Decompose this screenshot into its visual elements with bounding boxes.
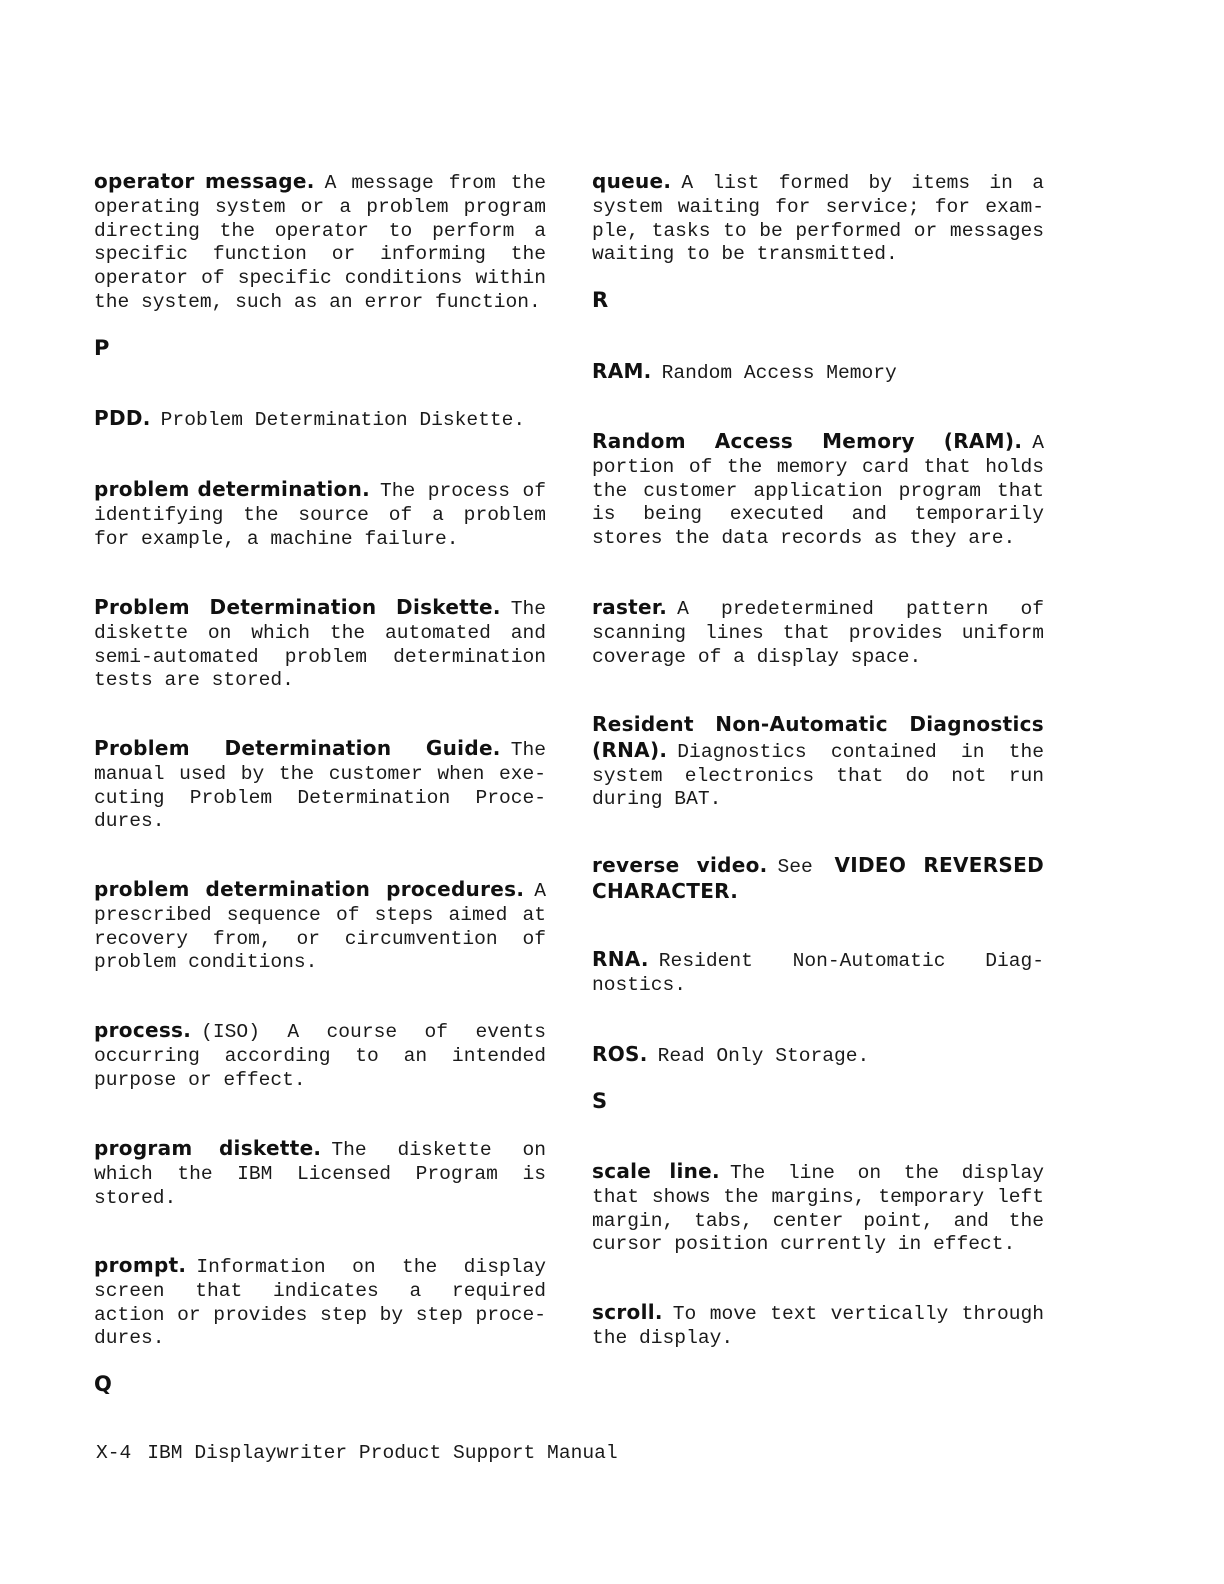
entry-definition: The diskette on which the IBM Licensed Program is stored. — [94, 1139, 547, 1209]
entry-term: program diskette. — [94, 1136, 322, 1160]
section-letter-p: P — [94, 336, 110, 360]
glossary-entry-raster — [592, 596, 1044, 669]
entry-term: queue. — [592, 169, 672, 193]
entry-definition: The process of identifying the source of a problem for example, a machine failure. — [94, 480, 546, 550]
entry-term: Problem Determination Diskette. — [94, 595, 501, 619]
entry-term: RAM. — [592, 359, 652, 383]
entry-term: RNA. — [592, 947, 649, 971]
entry-definition: The diskette on which the automated and semi-automated problem determination tests are stored. — [94, 598, 546, 692]
entry-term: PDD. — [94, 406, 151, 430]
entry-term: ROS. — [592, 1042, 648, 1066]
glossary-entry-rna — [592, 948, 1044, 998]
glossary-entry-problem-determination — [94, 478, 546, 551]
entry-term: reverse video. — [592, 853, 768, 877]
entry-term: prompt. — [94, 1253, 187, 1277]
glossary-entry-queue — [592, 170, 1044, 267]
entry-definition: To move text vertically through the display. — [592, 1303, 1044, 1349]
glossary-entry-prompt — [94, 1254, 546, 1351]
entry-definition: Information on the display screen that indicates a required action or provides step by step proce- dures. — [94, 1256, 546, 1350]
entry-term: problem determination. — [94, 477, 371, 501]
glossary-entry-pdd — [94, 407, 546, 433]
section-letter-r: R — [592, 288, 609, 312]
entry-cross-reference: VIDEO REVERSED CHARACTER. — [592, 853, 1044, 903]
glossary-entry-program-diskette — [94, 1137, 546, 1210]
glossary-entry-problem-determination-guide — [94, 737, 546, 834]
glossary-entry-scale-line — [592, 1160, 1044, 1257]
entry-definition: (ISO) A course of events occurring according to an intended purpose or effect. — [94, 1021, 546, 1091]
glossary-entry-ram — [592, 360, 1044, 386]
entry-term: raster. — [592, 595, 668, 619]
glossary-entry-process — [94, 1019, 546, 1092]
glossary-entry-problem-determination-procedures — [94, 878, 546, 975]
entry-definition: A list formed by items in a system waiting for service; for exam- ple, tasks to be performed or messages waiting to be transmitted. — [592, 172, 1044, 266]
entry-term: Resident Non-Automatic Diagnostics (RNA). — [592, 712, 1044, 762]
glossary-entry-ros — [592, 1043, 1044, 1069]
entry-definition: Diagnostics contained in the system electronics that do not run during BAT. — [592, 740, 1044, 811]
entry-term: problem determination procedures. — [94, 877, 525, 901]
entry-definition: A predetermined pattern of scanning lines that provides uniform coverage of a display space. — [592, 598, 1044, 668]
glossary-entry-random-access-memory — [592, 430, 1044, 551]
entry-term: Random Access Memory (RAM). — [592, 429, 1023, 453]
entry-definition: Resident Non-Automatic Diag- nostics. — [592, 950, 1044, 996]
section-letter-q: Q — [94, 1372, 112, 1396]
entry-term: scale line. — [592, 1159, 720, 1183]
entry-definition: The manual used by the customer when exe- cuting Problem Determination Proce- dures. — [94, 739, 546, 833]
entry-term: Problem Determination Guide. — [94, 736, 501, 760]
entry-definition: A portion of the memory card that holds the customer application program that is being executed and temporarily stores the data records as they are. — [592, 432, 1044, 550]
entry-definition: Random Access Memory — [661, 362, 897, 384]
entry-definition: Read Only Storage. — [657, 1045, 870, 1067]
entry-definition: The line on the display that shows the margins, temporary left margin, tabs, center point, and the cursor position currently in effect. — [592, 1162, 1044, 1256]
page-number: X-4 — [96, 1442, 132, 1464]
entry-term: scroll. — [592, 1300, 663, 1324]
entry-definition: Problem Determination Diskette. — [160, 409, 526, 431]
section-letter-s: S — [592, 1089, 608, 1113]
entry-term: process. — [94, 1018, 192, 1042]
manual-title: IBM Displaywriter Product Support Manual — [147, 1442, 618, 1464]
entry-see: See — [777, 856, 813, 878]
entry-term: operator message. — [94, 169, 315, 193]
page-footer — [96, 1442, 618, 1464]
entry-definition: A message from the operating system or a problem program directing the operator to perform a specific function or informing the operator of specific conditions within the system, such as an error function. — [94, 172, 546, 313]
glossary-entry-reverse-video — [592, 854, 1044, 906]
glossary-entry-problem-determination-diskette — [94, 596, 546, 693]
glossary-entry-scroll — [592, 1301, 1044, 1351]
glossary-entry-operator-message — [94, 170, 546, 315]
entry-definition: A prescribed sequence of steps aimed at recovery from, or circumvention of problem conditions. — [94, 880, 546, 974]
glossary-entry-resident-non-automatic-diagnostics — [592, 713, 1044, 812]
